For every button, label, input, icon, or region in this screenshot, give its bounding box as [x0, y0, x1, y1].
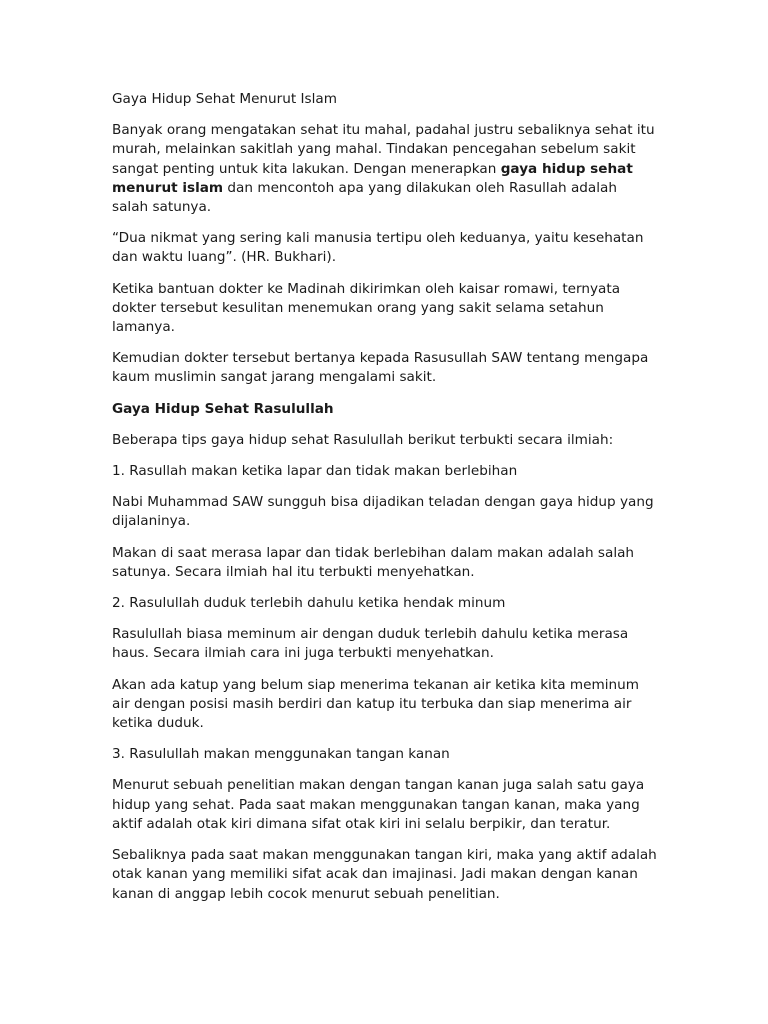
tip-2-heading: 2. Rasulullah duduk terlebih dahulu ketika hendak minum: [112, 595, 506, 612]
intro-bold-keyword: gaya hidup sehat menurut islam: [112, 160, 633, 196]
tip-2-paragraph-1: Rasulullah biasa meminum air dengan duduk terlebih dahulu ketika merasa haus. Secara ilmiah cara ini juga terbukti menyehatkan.: [112, 626, 629, 662]
section-heading: Gaya Hidup Sehat Rasulullah: [112, 400, 334, 417]
tip-1-paragraph-1: Nabi Muhammad SAW sungguh bisa dijadikan teladan dengan gaya hidup yang dijalaninya.: [112, 494, 654, 530]
hadith-quote: “Dua nikmat yang sering kali manusia tertipu oleh keduanya, yaitu kesehatan dan waktu luang”. (HR. Bukhari).: [112, 230, 644, 266]
story-paragraph-1: Ketika bantuan dokter ke Madinah dikirimkan oleh kaisar romawi, ternyata dokter tersebut kesulitan menemukan orang yang sakit selama setahun lamanya.: [112, 280, 621, 336]
tip-3-paragraph-1: Menurut sebuah penelitian makan dengan tangan kanan juga salah satu gaya hidup yang sehat. Pada saat makan menggunakan tangan kanan, maka yang aktif adalah otak kiri dimana sifat otak kiri ini selalu berpikir, dan teratur.: [112, 777, 645, 832]
tip-2-paragraph-2: Akan ada katup yang belum siap menerima tekanan air ketika kita meminum air dengan posisi masih berdiri dan katup itu terbuka dan siap menerima air ketika duduk.: [112, 676, 639, 732]
story-paragraph-2: Kemudian dokter tersebut bertanya kepada Rasusullah SAW tentang mengapa kaum muslimin sangat jarang mengalami sakit.: [112, 350, 649, 386]
tip-1-paragraph-2: Makan di saat merasa lapar dan tidak berlebihan dalam makan adalah salah satunya. Secara ilmiah hal itu terbukti menyehatkan.: [112, 544, 635, 580]
intro-text-start: Banyak orang mengatakan sehat itu mahal, padahal justru sebaliknya sehat itu murah, melainkan sakitlah yang mahal. Tindakan pencegahan sebelum sakit sangat penting untuk kita lakukan. Dengan menerapkan: [112, 122, 655, 177]
intro-text-end: dan mencontoh apa yang dilakukan oleh Rasullah adalah salah satunya.: [112, 179, 617, 216]
intro-paragraph: [112, 121, 657, 217]
tip-1-heading: 1. Rasullah makan ketika lapar dan tidak makan berlebihan: [112, 463, 518, 480]
document-title: Gaya Hidup Sehat Menurut Islam: [112, 91, 337, 107]
document-body: [112, 90, 657, 916]
tips-intro: Beberapa tips gaya hidup sehat Rasulullah berikut terbukti secara ilmiah:: [112, 431, 614, 448]
tip-3-heading: 3. Rasulullah makan menggunakan tangan kanan: [112, 746, 450, 763]
tip-3-paragraph-2: Sebaliknya pada saat makan menggunakan tangan kiri, maka yang aktif adalah otak kanan yang memiliki sifat acak dan imajinasi. Jadi makan dengan kanan kanan di anggap lebih cocok menurut sebuah penelitian.: [112, 847, 657, 902]
